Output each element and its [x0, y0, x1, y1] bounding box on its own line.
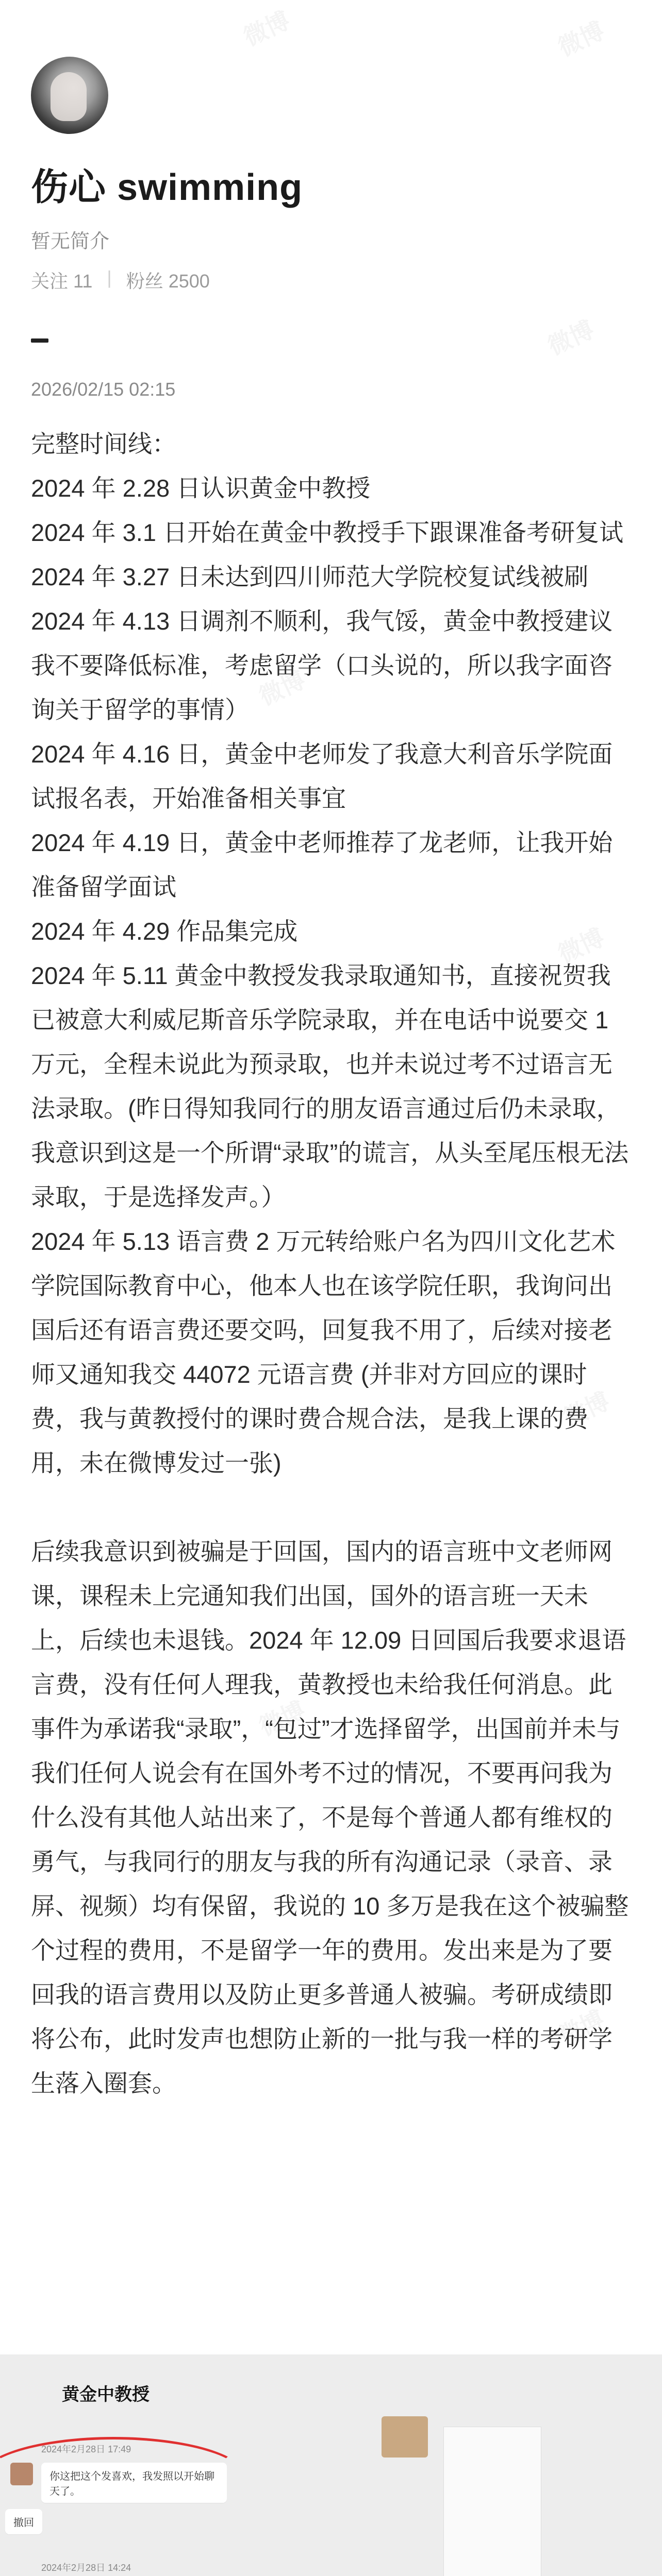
- following-count[interactable]: 关注 11: [31, 270, 93, 292]
- profile-header: [0, 0, 662, 400]
- post-paragraph: 2024 年 3.27 日未达到四川师范大学院校复试线被刷: [31, 563, 589, 590]
- post-paragraph: 完整时间线：: [31, 430, 176, 457]
- profile-stats: [31, 267, 631, 293]
- post-paragraph: 2024 年 3.1 日开始在黄金中教授手下跟课准备考研复试: [31, 519, 624, 546]
- post-date: 2026/02/15 02:15: [31, 379, 176, 400]
- chat-title: 黄金中教授: [62, 2385, 150, 2404]
- avatar[interactable]: [31, 57, 108, 134]
- nickname[interactable]: 伤心 swimming: [31, 167, 303, 208]
- post-paragraph: 2024 年 5.11 黄金中教授发我录取通知书，直接祝贺我已被意大利威尼斯音乐学院录取，并在电话中说要交 1 万元，全程未说此为预录取，也并未说过考不过语言无法录取。(昨日得知我同行的朋友语言通过后仍未录取，我意识到这是一个所谓“录取”的谎言，从头至尾压根无法录取，于是选择发声。）: [31, 962, 629, 1211]
- post-paragraph: 2024 年 4.29 作品集完成: [31, 918, 298, 945]
- side-screenshot: [443, 2427, 541, 2576]
- chat-time: 2024年2月28日 17:49: [41, 2444, 131, 2454]
- post-paragraph: 2024 年 4.16 日，黄金中老师发了我意大利音乐学院面试报名表，开始准备相关事宜: [31, 740, 613, 812]
- stats-divider: |: [107, 267, 112, 288]
- divider-dash: [31, 338, 48, 343]
- bio: 暂无简介: [31, 231, 110, 252]
- red-annotation: [0, 2437, 247, 2519]
- post-paragraph: 2024 年 4.19 日，黄金中老师推荐了龙老师，让我开始准备留学面试: [31, 829, 613, 901]
- chat-time: 2024年2月28日 14:24: [41, 2563, 131, 2573]
- post-paragraph: 2024 年 5.13 语言费 2 万元转给账户名为四川文化艺术学院国际教育中心，他本人也在该学院任职，我询问出国后还有语言费还要交吗，回复我不用了，后续对接老师又通知我交 44072 元语言费 (并非对方回应的课时费，我与黄教授付的课时费合规合法，是我上课的费用，未在微博发过一张): [31, 1228, 616, 1477]
- post-paragraph: 后续我意识到被骗是于回国，国内的语言班中文老师网课，课程未上完通知我们出国，国外的语言班一天未上，后续也未退钱。2024 年 12.09 日回国后我要求退语言费，没有任何人理我，黄教授也未给我任何消息。此事件为承诺我“录取”，“包过”才选择留学，出国前并未与我们任何人说会有在国外考不过的情况，不要再问我为什么没有其他人站出来了，不是每个普通人都有维权的勇气，与我同行的朋友与我的所有沟通记录（录音、录屏、视频）均有保留，我说的 10 多万是我在这个被骗整个过程的费用，不是留学一年的费用。发出来是为了要回我的语言费用以及防止更多普通人被骗。考研成绩即将公布，此时发声也想防止新的一批与我一样的考研学生落入圈套。: [31, 1538, 629, 2097]
- post-paragraph: 2024 年 2.28 日认识黄金中教授: [31, 474, 371, 502]
- chat-screenshot: [0, 2354, 662, 2576]
- followers-count[interactable]: 粉丝 2500: [126, 270, 210, 292]
- post-paragraph: 2024 年 4.13 日调剂不顺利，我气馁，黄金中教授建议我不要降低标准，考虑留学（口头说的，所以我字面咨询关于留学的事情）: [31, 607, 613, 723]
- sticker-image: [382, 2416, 428, 2458]
- chat-bubble: 你这把这个发喜欢，我发照以开始聊天了。: [41, 2463, 227, 2503]
- paragraph-gap: [31, 1485, 631, 1530]
- chat-bubble: 撤回: [5, 2509, 42, 2534]
- screenshot-collage[interactable]: [0, 2354, 662, 2576]
- post-content: [0, 422, 662, 2106]
